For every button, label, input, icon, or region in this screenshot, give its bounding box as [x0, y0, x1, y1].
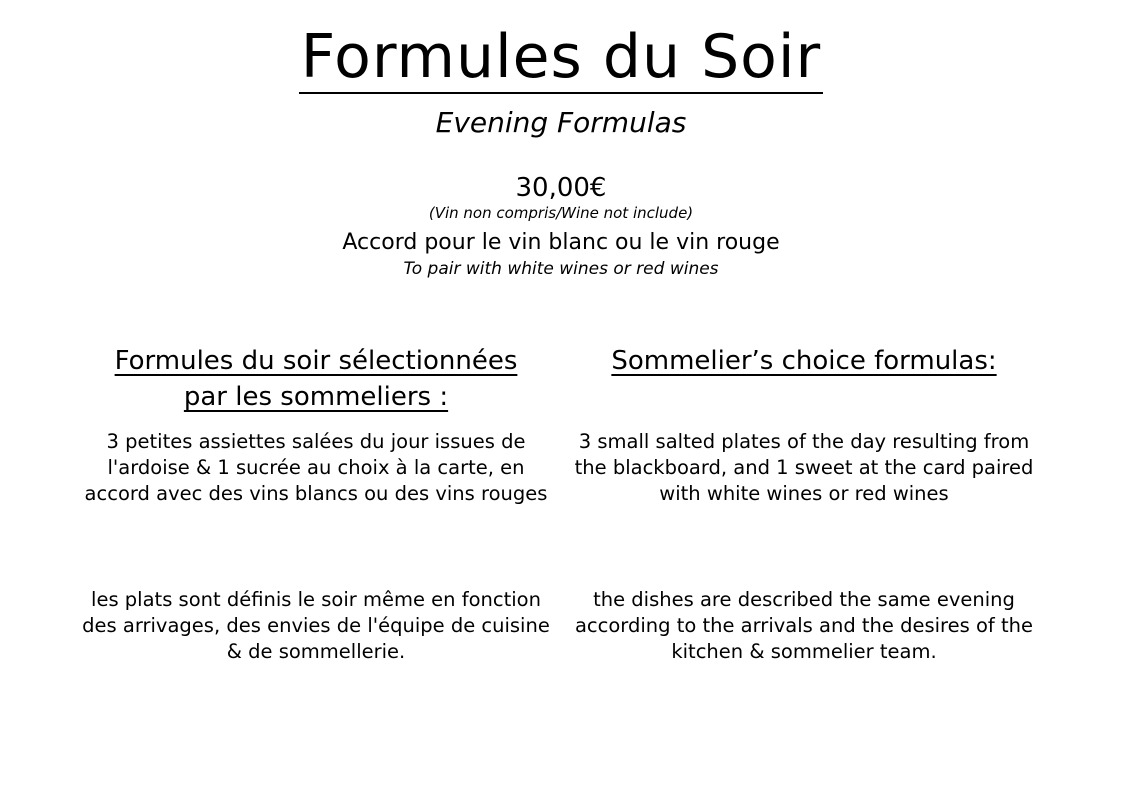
english-note: the dishes are described the same evening according to the arrivals and the desires of the kitchen & sommelier team.: [574, 588, 1033, 663]
french-heading-line2: par les sommeliers :: [183, 382, 449, 412]
formula-price: 30,00€: [515, 173, 607, 203]
wine-pairing-english: To pair with white wines or red wines: [403, 259, 719, 279]
french-heading: [82, 343, 550, 415]
page-subtitle: Evening Formulas: [435, 106, 687, 139]
french-description: 3 petites assiettes salées du jour issues de l'ardoise & 1 sucrée au choix à la carte, en accord avec des vins blancs ou des vins rouges: [84, 430, 548, 505]
french-column: [82, 343, 550, 663]
english-heading: [568, 343, 1040, 379]
wine-pairing-french: Accord pour le vin blanc ou le vin rouge: [342, 230, 780, 255]
english-heading-text: Sommelier’s choice formulas:: [611, 346, 997, 376]
english-column: [568, 343, 1040, 663]
french-note: les plats sont définis le soir même en fonction des arrivages, des envies de l'équipe de cuisine & de sommellerie.: [82, 588, 550, 663]
french-heading-line1: Formules du soir sélectionnées: [114, 346, 518, 376]
english-description: 3 small salted plates of the day resulting from the blackboard, and 1 sweet at the card paired with white wines or red wines: [574, 430, 1034, 505]
price-note: (Vin non compris/Wine not include): [428, 204, 694, 222]
page-title: Formules du Soir: [300, 22, 822, 92]
menu-header: [0, 22, 1122, 280]
